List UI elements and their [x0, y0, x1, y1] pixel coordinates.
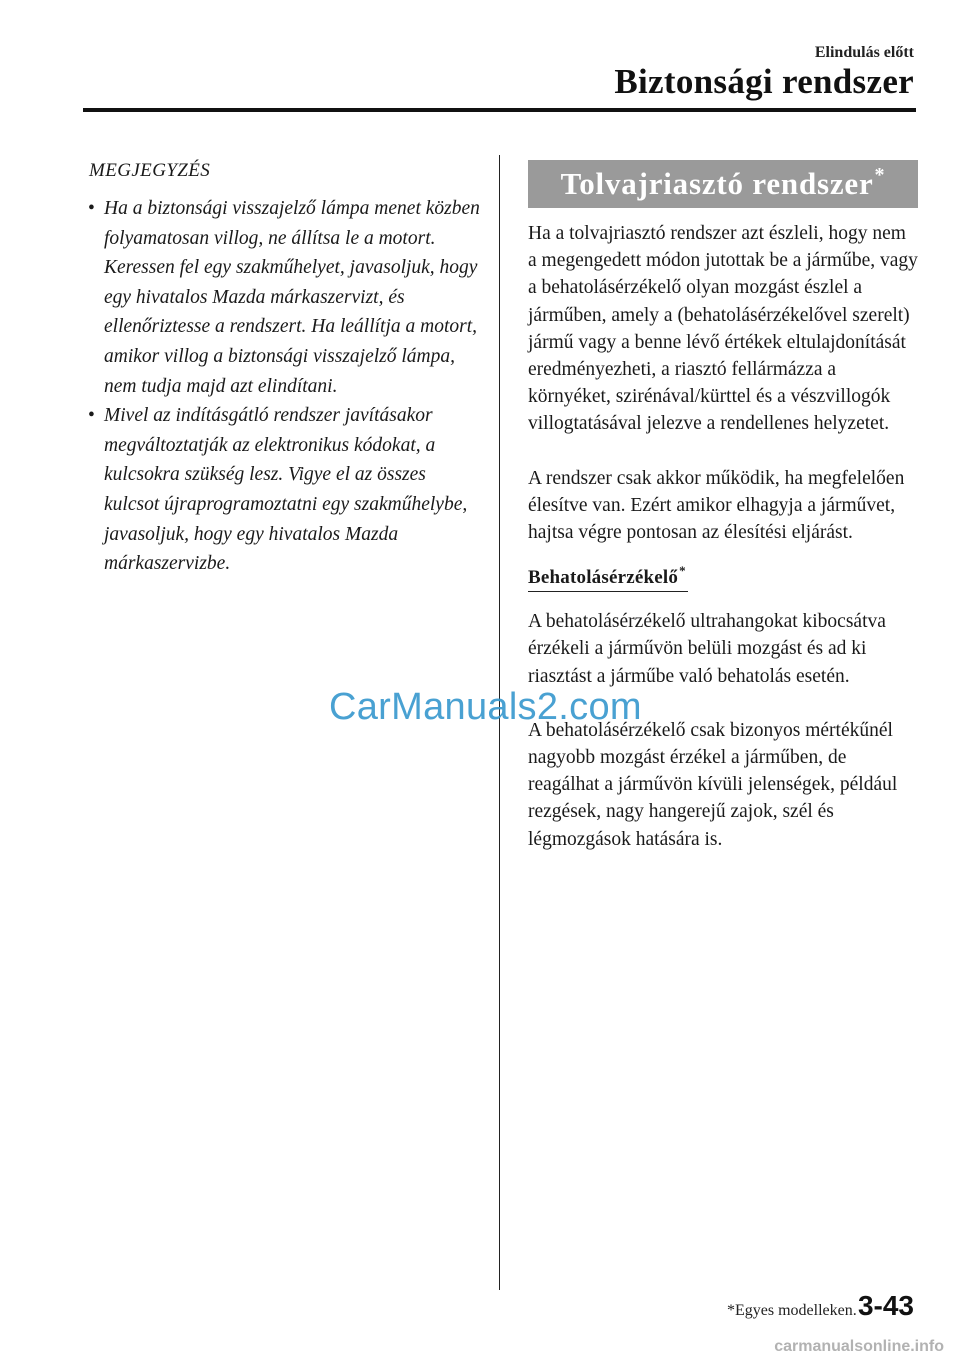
page-number: 3-43: [857, 1290, 914, 1321]
note-list: [83, 194, 483, 579]
note-column: [83, 158, 483, 579]
optional-equipment-mark: *: [679, 563, 686, 579]
section-banner: [528, 160, 918, 208]
body-paragraph: A behatolásérzékelő ultrahangokat kibocsátva érzékeli a járművön belüli mozgást és ad ki riasztást a járműbe való behatolás esetén.: [528, 611, 886, 687]
subsection-title: Behatolásérzékelő: [528, 567, 679, 589]
note-item: [83, 194, 483, 401]
note-item: [83, 401, 483, 579]
bullet-icon: •: [88, 198, 95, 219]
bullet-icon: •: [88, 405, 95, 427]
section-name: Elindulás előtt: [814, 44, 914, 61]
note-item-text: Ha a biztonsági visszajelző lámpa menet közben folyamatosan villog, ne állítsa le a motort. Keressen fel egy szakműhelyet, javasoljuk, hogy egy hivatalos Mazda márkaszervizt, és ellenőriztesse a rendszert. Ha leállítja a motort, amikor villog a biztonsági visszajelző lámpa, nem tudja majd azt elindítani.: [104, 198, 480, 397]
optional-equipment-mark: *: [874, 164, 886, 186]
note-item-text: Mivel az indításgátló rendszer javításakor megváltoztatják az elektronikus kódokat, a kulcsokra szükség lesz. Vigye el az összes kulcsot újraprogramoztatni egy szakműhelybe, javasoljuk, hogy egy hivatalos Mazda márkaszervizbe.: [104, 405, 468, 575]
watermark-link[interactable]: CarManuals2.com: [329, 686, 642, 728]
section-title: Tolvajriasztó rendszer: [560, 166, 874, 201]
body-paragraph: A rendszer csak akkor működik, ha megfelelően élesítve van. Ezért amikor elhagyja a járművet, hajtsa végre pontosan az élesítési eljárást.: [528, 467, 905, 544]
footnote: *Egyes modelleken.: [727, 1302, 857, 1319]
content-column: [528, 160, 918, 853]
subsection-heading: [528, 565, 688, 592]
body-paragraph: A behatolásérzékelő csak bizonyos mértékűnél nagyobb mozgást érzékel a járműben, de reagálhat a járművön kívüli jelenségek, például rezgések, nagy hangerejű zajok, szél és légmozgások hatására is.: [528, 719, 898, 850]
body-paragraph: Ha a tolvajriasztó rendszer azt észleli, hogy nem a megengedett módon jutottak be a járműbe, vagy a behatolásérzékelő olyan mozgást észlel a járműben, amely a (behatolásérzékelővel szerelt) jármű vagy a benne lévő értékek eltulajdonítását eredményezheti, a riasztó fellármázza a környéket, szirénával/kürttel és a vészvillogók villogtatásával jelezve a rendellenes helyzetet.: [528, 223, 918, 435]
footer-site-link[interactable]: carmanualsonline.info: [774, 1338, 944, 1355]
page-title: Biztonsági rendszer: [614, 62, 914, 101]
header-divider: [83, 108, 916, 112]
note-title: MEGJEGYZÉS: [89, 160, 211, 181]
